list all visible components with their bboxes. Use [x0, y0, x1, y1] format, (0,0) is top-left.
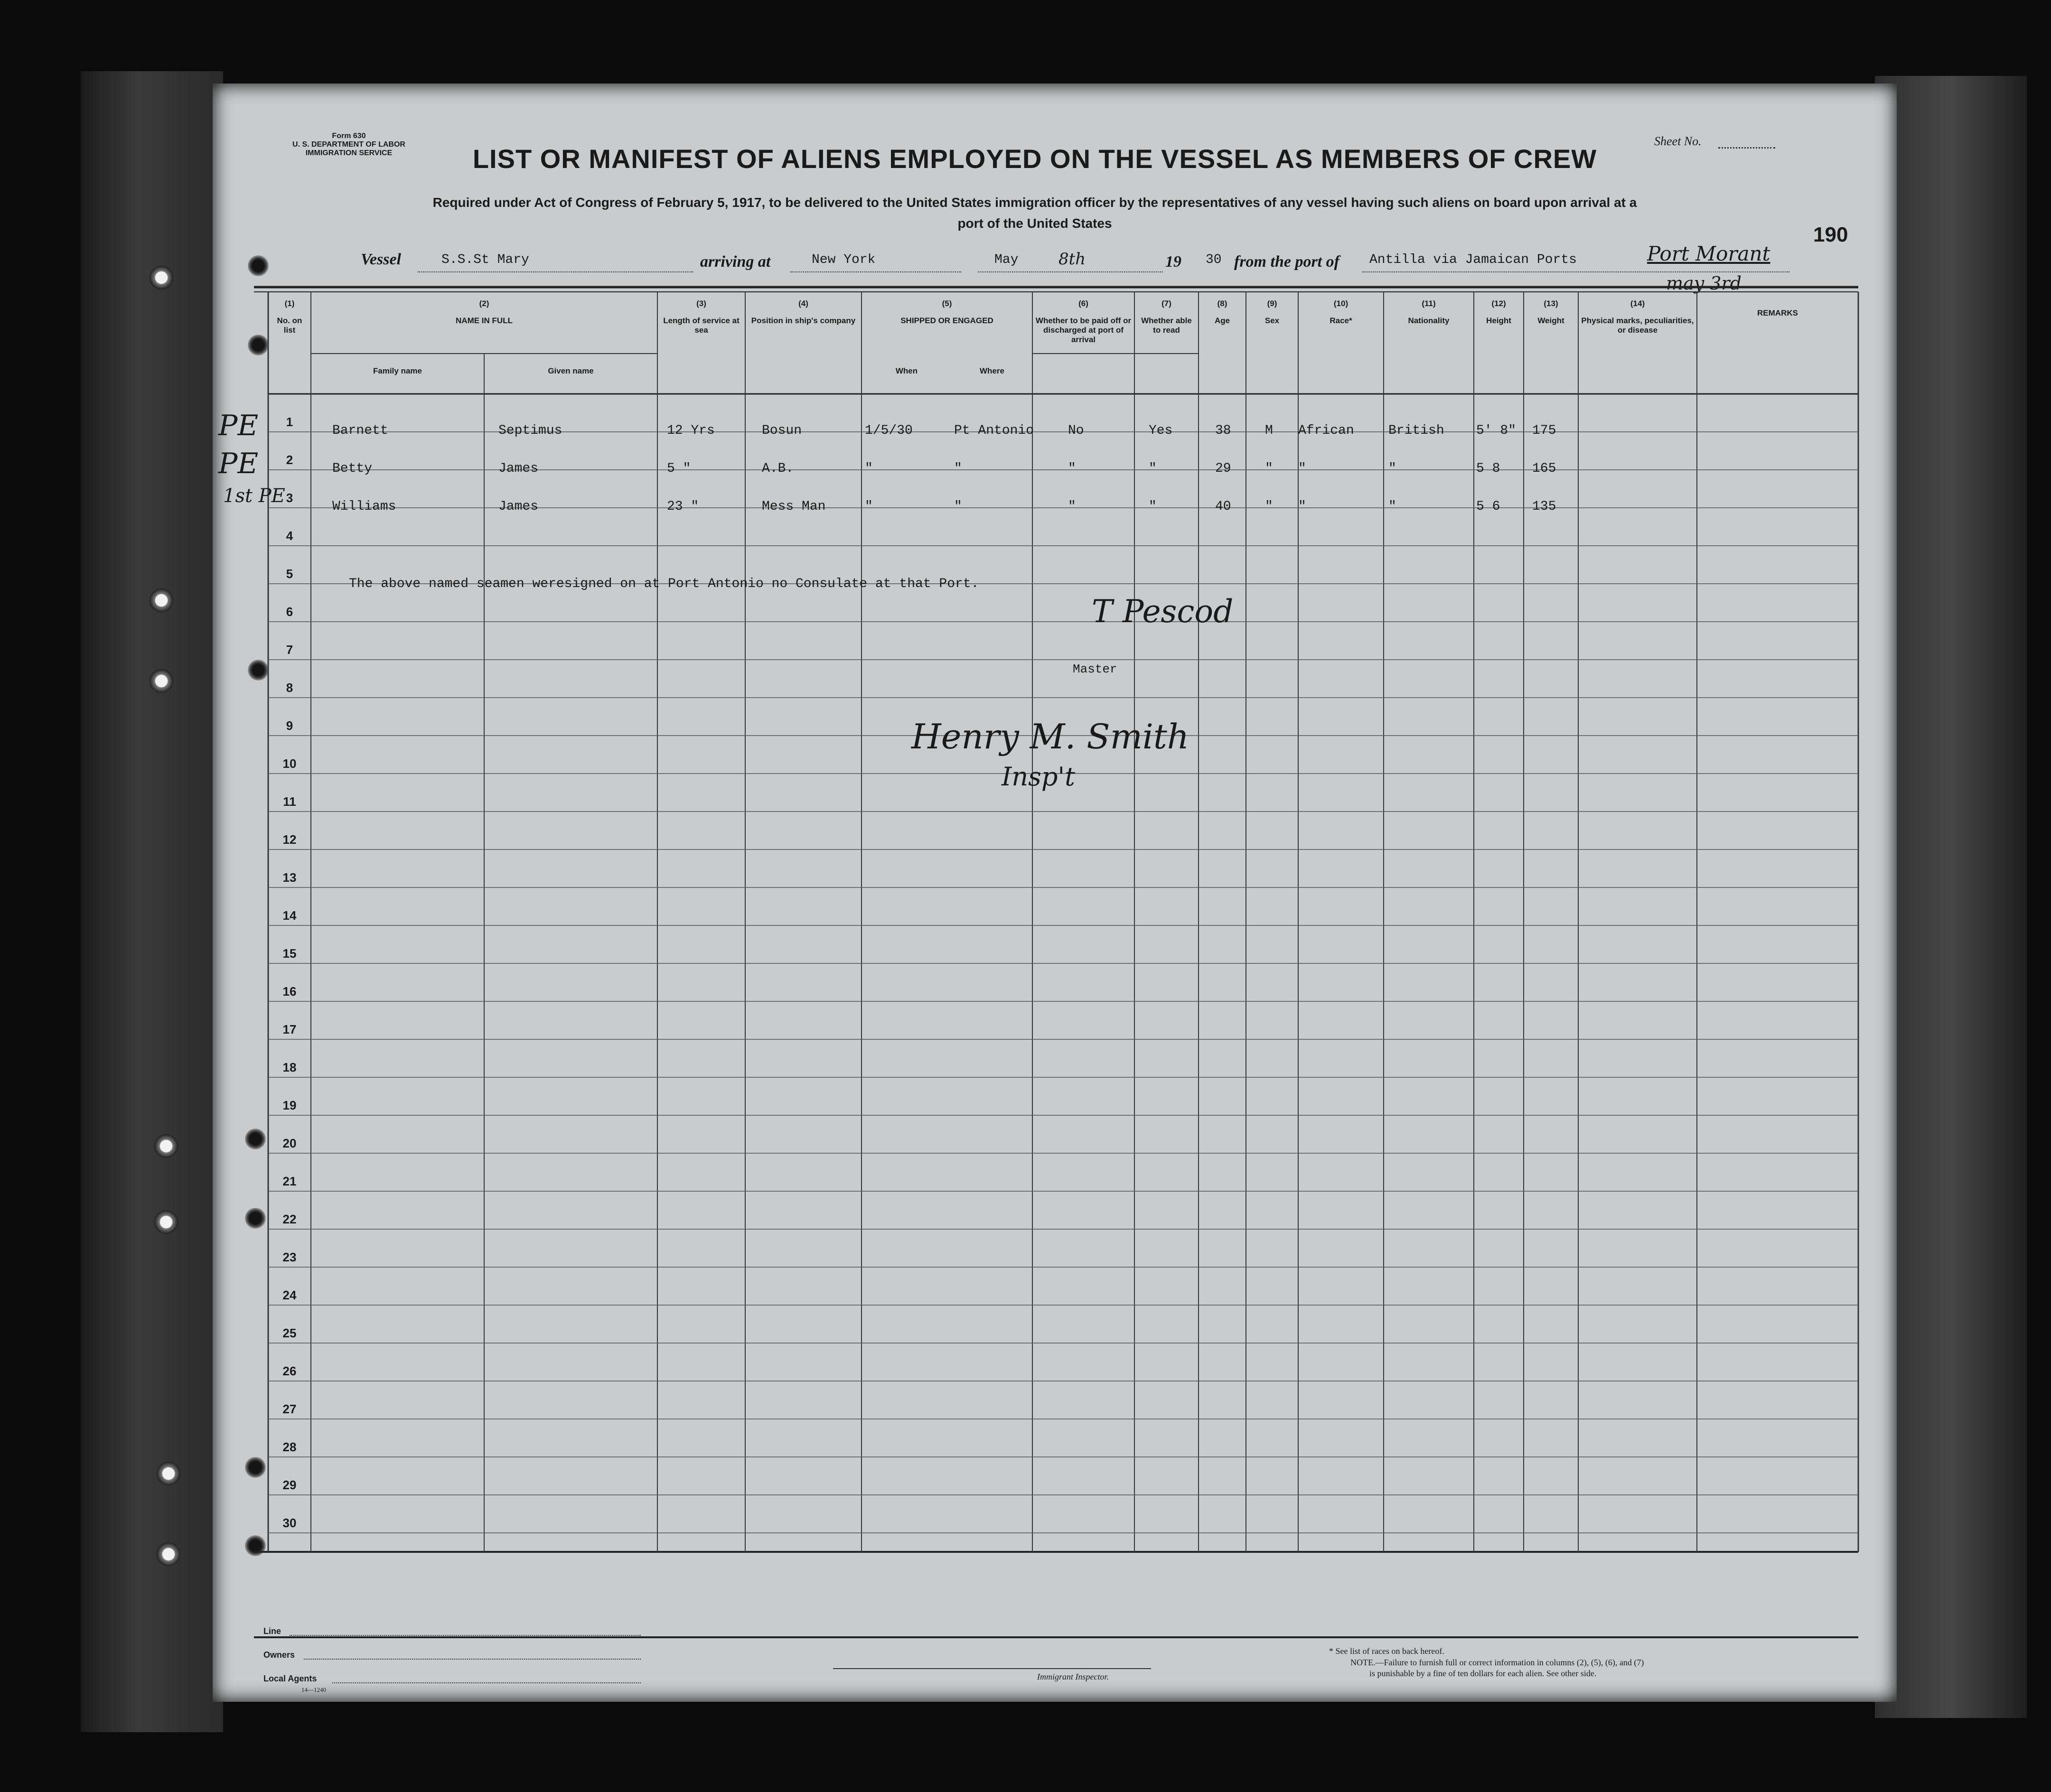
column-label: Age: [1214, 316, 1230, 325]
column-number: (12): [1491, 299, 1506, 308]
column-label: No. on list: [277, 316, 302, 335]
subtitle-line: Required under Act of Congress of February 5, 1917, to be delivered to the United States immigration officer by the representatives of any vessel having such aliens on board upon arrival at a: [432, 195, 1637, 210]
column-header: [1524, 299, 1578, 326]
department-name: U. S. DEPARTMENT OF LABOR: [292, 140, 405, 149]
service-name: IMMIGRATION SERVICE: [305, 149, 393, 157]
crew-nationality: ": [1388, 461, 1396, 476]
row-number: 4: [286, 529, 293, 543]
agents-field-line: [332, 1682, 641, 1683]
column-label: Sex: [1264, 316, 1280, 325]
column-label: Weight: [1537, 316, 1564, 325]
column-label: Height: [1486, 316, 1511, 325]
row-number: 3: [286, 491, 293, 505]
column-number: (7): [1161, 299, 1171, 308]
column-number: (3): [696, 299, 706, 308]
crew-given: James: [498, 461, 539, 476]
subheader-given: Given name: [548, 366, 594, 375]
year-prefix: 19: [1165, 253, 1181, 271]
crew-age: 40: [1215, 499, 1231, 514]
column-header: [1474, 299, 1524, 326]
master-label: Master: [1073, 662, 1117, 676]
column-label: Position in ship's company: [751, 316, 856, 325]
official-title: Insp't: [1002, 762, 1075, 792]
column-number: (8): [1217, 299, 1227, 308]
row-number: 15: [282, 946, 297, 961]
row-number: 14: [282, 908, 297, 923]
subheader-when: When: [895, 366, 918, 375]
crew-read: ": [1149, 499, 1157, 514]
page-number: 190: [1813, 223, 1848, 246]
column-header: [745, 299, 862, 326]
note-line: The above named seamen weresigned on at Port Antonio no Consulate at that Port.: [349, 577, 979, 591]
from-port-note: Port Morant: [1647, 242, 1770, 265]
crew-weight: 165: [1532, 461, 1556, 476]
crew-given: James: [498, 499, 539, 514]
row-number: 9: [286, 719, 293, 733]
column-number: (13): [1544, 299, 1558, 308]
row-number: 20: [282, 1136, 297, 1150]
column-header: [1384, 299, 1474, 326]
inspector-label: Immigrant Inspector.: [1037, 1672, 1109, 1681]
column-header: [657, 299, 745, 335]
row-number: 29: [282, 1478, 297, 1492]
crew-weight: 135: [1532, 499, 1556, 514]
crew-when: ": [865, 461, 873, 476]
column-label: SHIPPED OR ENGAGED: [900, 316, 993, 325]
owners-label: Owners: [263, 1650, 295, 1660]
crew-where: Pt Antonio: [954, 423, 1034, 438]
column-label: Physical marks, peculiarities, or disease: [1581, 316, 1694, 335]
row-number: 25: [282, 1326, 297, 1340]
column-number: (11): [1422, 299, 1436, 308]
crew-read: Yes: [1149, 423, 1173, 438]
penalty-note-line2: is punishable by a fine of ten dollars for each alien. See other side.: [1369, 1669, 1597, 1678]
arriving-value: New York: [812, 252, 876, 267]
from-port-value: Antilla via Jamaican Ports: [1369, 252, 1577, 267]
crew-position: Mess Man: [762, 499, 826, 514]
row-number: 17: [282, 1022, 297, 1036]
crew-service: 23 ": [667, 499, 699, 514]
margin-annotation: PE: [218, 409, 259, 442]
crew-service: 12 Yrs: [667, 423, 715, 438]
crew-when: 1/5/30: [865, 423, 913, 438]
row-number: 1: [286, 415, 293, 429]
row-number: 5: [286, 567, 293, 581]
subheader-where: Where: [980, 366, 1004, 375]
row-number: 30: [282, 1516, 297, 1530]
row-number: 16: [282, 984, 297, 999]
crew-nationality: British: [1388, 423, 1444, 438]
row-number: 24: [282, 1288, 297, 1302]
form-number: Form 630: [332, 132, 366, 140]
column-header: [268, 299, 311, 335]
crew-race: African: [1298, 423, 1354, 438]
master-signature: T Pescod: [1092, 593, 1234, 630]
crew-position: A.B.: [762, 461, 794, 476]
column-label: Whether to be paid off or discharged at port of arrival: [1035, 316, 1132, 344]
crew-age: 38: [1215, 423, 1231, 438]
penalty-note-line1: NOTE.—Failure to furnish full or correct information in columns (2), (5), (6), and (7): [1350, 1658, 1644, 1667]
column-number: (5): [942, 299, 952, 308]
column-number: (10): [1333, 299, 1349, 308]
row-number: 22: [282, 1212, 297, 1226]
column-header: [1697, 299, 1858, 318]
crew-when: ": [865, 499, 873, 514]
owners-field-line: [304, 1659, 641, 1660]
crew-position: Bosun: [762, 423, 802, 438]
column-label: Race*: [1330, 316, 1352, 325]
agents-code: 14—1240: [301, 1686, 326, 1693]
column-header: [1246, 299, 1298, 326]
crew-given: Septimus: [498, 423, 562, 438]
row-number: 12: [282, 832, 297, 847]
column-number: (2): [479, 299, 489, 308]
column-label: Nationality: [1408, 316, 1450, 325]
subtitle-line: port of the United States: [957, 216, 1112, 231]
row-number: 18: [282, 1060, 297, 1074]
column-number: (6): [1078, 299, 1088, 308]
inspector-signature-line: [833, 1668, 1151, 1669]
column-header: [862, 299, 1032, 326]
column-number: (14): [1630, 299, 1645, 308]
row-number: 6: [286, 605, 293, 619]
sheet-number-label: Sheet No.: [1654, 134, 1702, 148]
crew-where: ": [954, 499, 962, 514]
row-number: 19: [282, 1098, 297, 1112]
column-number: (9): [1267, 299, 1277, 308]
column-header: [1298, 299, 1384, 326]
line-label: Line: [263, 1626, 281, 1636]
date-month: May: [994, 252, 1019, 267]
row-number: 28: [282, 1440, 297, 1454]
line-field-line: [290, 1635, 641, 1636]
row-number: 23: [282, 1250, 297, 1264]
vessel-label: Vessel: [361, 251, 401, 268]
crew-family: Barnett: [332, 423, 388, 438]
crew-family: Williams: [332, 499, 396, 514]
arriving-label: arriving at: [700, 253, 771, 271]
crew-age: 29: [1215, 461, 1231, 476]
column-number: (4): [798, 299, 808, 308]
crew-race: ": [1298, 461, 1306, 476]
date-day: 8th: [1058, 250, 1086, 269]
crew-sex: ": [1265, 499, 1273, 514]
row-number: 27: [282, 1402, 297, 1416]
crew-race: ": [1298, 499, 1306, 514]
column-header: [1578, 299, 1697, 335]
crew-height: 5' 8": [1476, 423, 1517, 438]
column-header: [1134, 299, 1199, 335]
vessel-value: S.S.St Mary: [441, 252, 529, 267]
margin-annotation: PE: [218, 447, 259, 480]
column-number: (1): [284, 299, 295, 308]
crew-sex: M: [1265, 423, 1273, 438]
from-label: from the port of: [1234, 253, 1339, 271]
crew-paid-off: ": [1068, 461, 1076, 476]
crew-read: ": [1149, 461, 1157, 476]
column-label: Length of service at sea: [663, 316, 740, 335]
crew-weight: 175: [1532, 423, 1556, 438]
margin-annotation: 1st PE: [223, 485, 285, 507]
column-label: Whether able to read: [1141, 316, 1192, 335]
crew-paid-off: No: [1068, 423, 1084, 438]
crew-sex: ": [1265, 461, 1273, 476]
row-number: 13: [282, 870, 297, 885]
date-note: may 3rd: [1666, 273, 1742, 294]
crew-service: 5 ": [667, 461, 691, 476]
row-number: 7: [286, 643, 293, 657]
row-number: 2: [286, 453, 293, 467]
subheader-family: Family name: [373, 366, 422, 375]
crew-height: 5 8: [1476, 461, 1500, 476]
crew-family: Betty: [332, 461, 373, 476]
column-header: [1199, 299, 1246, 326]
row-number: 21: [282, 1174, 297, 1188]
column-label: REMARKS: [1757, 308, 1798, 317]
races-note: * See list of races on back hereof.: [1329, 1646, 1444, 1656]
official-signature: Henry M. Smith: [911, 717, 1189, 756]
agents-label: Local Agents: [263, 1674, 317, 1683]
column-header: [311, 299, 657, 326]
crew-height: 5 6: [1476, 499, 1500, 514]
column-label: NAME IN FULL: [456, 316, 513, 325]
crew-nationality: ": [1388, 499, 1396, 514]
row-number: 8: [286, 681, 293, 695]
row-number: 26: [282, 1364, 297, 1378]
page-title: LIST OR MANIFEST OF ALIENS EMPLOYED ON THE VESSEL AS MEMBERS OF CREW: [472, 144, 1597, 174]
crew-where: ": [954, 461, 962, 476]
column-header: [1032, 299, 1134, 345]
row-number: 11: [283, 794, 296, 809]
crew-paid-off: ": [1068, 499, 1076, 514]
row-number: 10: [282, 756, 297, 771]
year-suffix: 30: [1206, 252, 1222, 267]
